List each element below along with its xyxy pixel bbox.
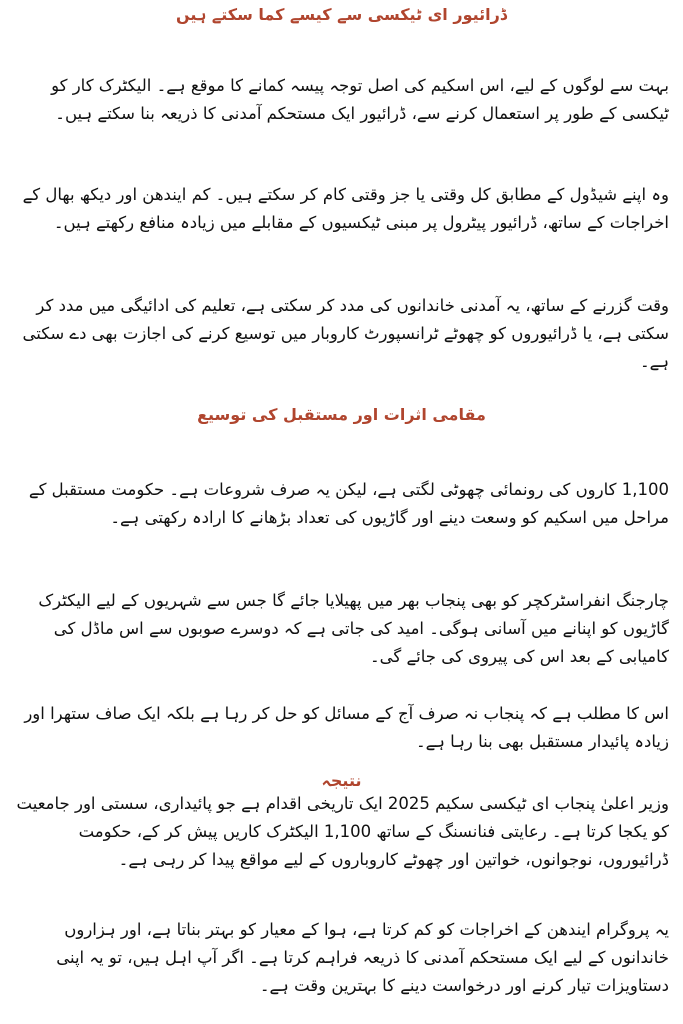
paragraph-sustainable-future: اس کا مطلب ہے کہ پنجاب نہ صرف آج کے مسائل کو حل کر رہا ہے بلکہ ایک صاف ستھرا اور زیادہ پائیدار مستقبل بھی بنا رہا ہے۔ [24,704,669,751]
paragraph-flexible-schedule: وہ اپنے شیڈول کے مطابق کل وقتی یا جز وقتی کام کر سکتے ہیں۔ کم ایندھن اور دیکھ بھال کے اخراجات کے ساتھ، ڈرائیور پیٹرول پر مبنی ٹیکسیوں کے مقابلے میں زیادہ منافع رکھتے ہیں۔ [22,185,669,232]
paragraph-family-support: وقت گزرنے کے ساتھ، یہ آمدنی خاندانوں کی مدد کر سکتی ہے، تعلیم کی ادائیگی میں مدد کر سکتی ہے، یا ڈرائیوروں کو چھوٹے ٹرانسپورٹ کاروبار میں توسیع کرنے کی اجازت بھی دے سکتی ہے۔ [22,296,669,371]
paragraph-charging-infrastructure: چارجنگ انفراسٹرکچر کو بھی پنجاب بھر میں پھیلایا جائے گا جس سے شہریوں کے لیے الیکٹرک گاڑیوں کو اپنانے میں آسانی ہوگی۔ امید کی جاتی ہے کہ دوسرے صوبوں سے اس ماڈل کی کامیابی کے بعد اس کی پیروی کی جائے گی۔ [38,591,669,666]
paragraph-conclusion-benefits: یہ پروگرام ایندھن کے اخراجات کو کم کرتا ہے، ہوا کے معیار کو بہتر بناتا ہے، اور ہزاروں خاندانوں کے لیے ایک مستحکم آمدنی کا ذریعہ فراہم کرتا ہے۔ اگر آپ اہل ہیں، تو یہ اپنی دستاویزات تیار کرنے اور درخواست دینے کا بہترین وقت ہے۔ [56,920,669,995]
paragraph-conclusion-summary: وزیر اعلیٰ پنجاب ای ٹیکسی سکیم 2025 ایک تاریخی اقدام ہے جو پائیداری، سستی اور جامعیت کو یکجا کرتا ہے۔ رعایتی فنانسنگ کے ساتھ 1,100 الیکٹرک کاریں پیش کر کے، حکومت ڈرائیوروں، نوجوانوں، خواتین اور چھوٹے کاروباروں کے لیے مواقع پیدا کر رہی ہے۔ [16,794,669,869]
section-heading-earnings: ڈرائیور ای ٹیکسی سے کیسے کما سکتے ہیں [176,5,507,24]
section-heading-conclusion: نتیجہ [321,771,362,790]
paragraph-income-opportunity: بہت سے لوگوں کے لیے، اس اسکیم کی اصل توجہ پیسہ کمانے کا موقع ہے۔ الیکٹرک کار کو ٹیکسی کے طور پر استعمال کرنے سے، ڈرائیور ایک مستحکم آمدنی کا ذریعہ بنا سکتے ہیں۔ [51,76,669,123]
paragraph-scheme-expansion: 1,100 کاروں کی رونمائی چھوٹی لگتی ہے، لیکن یہ صرف شروعات ہے۔ حکومت مستقبل کے مراحل میں اسکیم کو وسعت دینے اور گاڑیوں کی تعداد بڑھانے کا ارادہ رکھتی ہے۔ [28,480,669,527]
section-heading-local-impact: مقامی اثرات اور مستقبل کی توسیع [197,405,486,424]
